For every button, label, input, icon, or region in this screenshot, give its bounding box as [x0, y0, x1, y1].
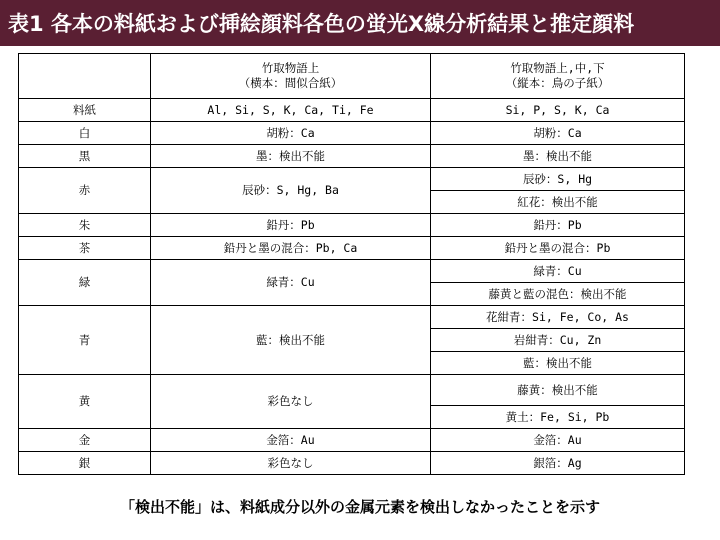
tatehon-cell: 緑青：Cu [431, 260, 685, 283]
tatehon-cell: 銀箔：Ag [431, 452, 685, 475]
tatehon-cell: 鉛丹と墨の混合：Pb [431, 237, 685, 260]
row-label: 黒 [19, 145, 151, 168]
table-row [19, 99, 685, 122]
row-label: 緑 [19, 260, 151, 306]
title-bar [0, 0, 720, 46]
yokohon-cell: 金箔：Au [151, 429, 431, 452]
header-tatehon [431, 54, 685, 99]
table-row [19, 375, 685, 406]
header-yokohon-title: 竹取物語上 [261, 61, 320, 75]
tatehon-cell: 黄土：Fe, Si, Pb [431, 406, 685, 429]
yokohon-cell: 鉛丹：Pb [151, 214, 431, 237]
table-row [19, 214, 685, 237]
table-row [19, 122, 685, 145]
yokohon-cell: 藍：検出不能 [151, 306, 431, 375]
row-label: 黄 [19, 375, 151, 429]
yokohon-cell: 彩色なし [151, 452, 431, 475]
row-label: 銀 [19, 452, 151, 475]
yokohon-cell: 彩色なし [151, 375, 431, 429]
row-label: 赤 [19, 168, 151, 214]
tatehon-cell: 藤黄：検出不能 [431, 375, 685, 406]
table-row [19, 168, 685, 191]
table-row [19, 429, 685, 452]
tatehon-cell: Si, P, S, K, Ca [431, 99, 685, 122]
yokohon-cell: 鉛丹と墨の混合：Pb, Ca [151, 237, 431, 260]
yokohon-cell: Al, Si, S, K, Ca, Ti, Fe [151, 99, 431, 122]
yokohon-cell: 辰砂：S, Hg, Ba [151, 168, 431, 214]
table-row [19, 260, 685, 283]
row-label: 金 [19, 429, 151, 452]
table-row [19, 452, 685, 475]
tatehon-cell: 藍：検出不能 [431, 352, 685, 375]
tatehon-cell: 辰砂：S, Hg [431, 168, 685, 191]
yokohon-cell: 墨：検出不能 [151, 145, 431, 168]
header-yokohon [151, 54, 431, 99]
footnote: 「検出不能」は、料紙成分以外の金属元素を検出しなかったことを示す [119, 498, 600, 516]
header-tatehon-subtitle: （縦本：鳥の子紙） [505, 76, 610, 90]
header-color-cell [19, 54, 151, 99]
table-row [19, 237, 685, 260]
row-label: 白 [19, 122, 151, 145]
table-row [19, 306, 685, 329]
row-label: 朱 [19, 214, 151, 237]
tatehon-cell: 岩紺青：Cu, Zn [431, 329, 685, 352]
yokohon-cell: 緑青：Cu [151, 260, 431, 306]
yokohon-cell: 胡粉：Ca [151, 122, 431, 145]
row-label: 青 [19, 306, 151, 375]
tatehon-cell: 墨：検出不能 [431, 145, 685, 168]
tatehon-cell: 鉛丹：Pb [431, 214, 685, 237]
tatehon-cell: 胡粉：Ca [431, 122, 685, 145]
results-table-container [18, 53, 684, 475]
tatehon-cell: 金箔：Au [431, 429, 685, 452]
results-table [18, 53, 685, 475]
tatehon-cell: 花紺青：Si, Fe, Co, As [431, 306, 685, 329]
tatehon-cell: 藤黄と藍の混色：検出不能 [431, 283, 685, 306]
row-label: 茶 [19, 237, 151, 260]
header-tatehon-title: 竹取物語上,中,下 [510, 61, 605, 75]
row-label: 料紙 [19, 99, 151, 122]
tatehon-cell: 紅花：検出不能 [431, 191, 685, 214]
table-row [19, 145, 685, 168]
header-yokohon-subtitle: （横本：間似合紙） [238, 76, 343, 90]
page-title: 表1 各本の料紙および挿絵顔料各色の蛍光X線分析結果と推定顔料 [8, 12, 635, 36]
table-header-row [19, 54, 685, 99]
